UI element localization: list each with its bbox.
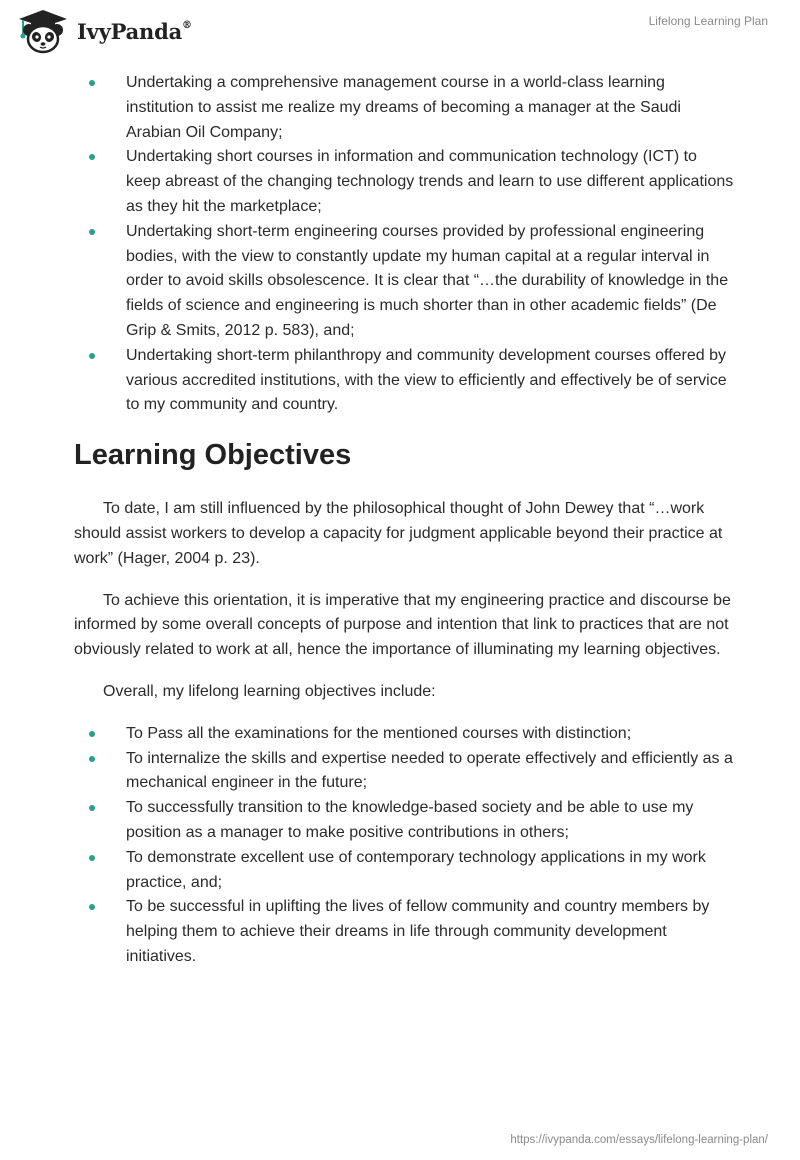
page-header [0,0,800,60]
list-item-text: Undertaking short-term philanthropy and community development courses offered by various accredited institutions, with the view to efficiently and effectively be of service to my community and country. [126,346,727,414]
list-item [74,796,734,846]
source-url[interactable]: https://ivypanda.com/essays/lifelong-learning-plan/ [510,1134,768,1146]
bullet-icon [89,805,95,811]
list-item-text: To internalize the skills and expertise needed to operate effectively and efficiently as a mechanical engineer in the future; [126,749,733,792]
list-item [74,220,734,344]
list-item [74,344,734,418]
list-item-text: To be successful in uplifting the lives of fellow community and country members by helping them to achieve their dreams in life through community development initiatives. [126,898,710,965]
objectives-list [74,722,734,970]
list-item [74,71,734,145]
list-item [74,722,734,747]
list-item-text: To demonstrate excellent use of contemporary technology applications in my work practice, and; [126,848,706,891]
ivypanda-logo[interactable] [15,8,192,54]
logo-text: IvyPanda® [77,18,192,44]
paragraph: Overall, my lifelong learning objectives include: [103,682,436,700]
bullet-icon [89,756,95,762]
bullet-icon [89,80,95,86]
list-item-text: Undertaking short-term engineering courses provided by professional engineering bodies, with the view to constantly update my human capital at a regular interval in order to avoid skills obsolescence. It is clear that “…the durability of knowledge in the fields of science and engineering is much shorter than in other academic fields” (De Grip & Smits, 2012 p. 583), and; [126,222,729,339]
list-item [74,895,734,969]
section-heading: Learning Objectives [74,439,352,472]
panda-graduate-icon [15,8,71,54]
list-item-text: To Pass all the examinations for the mentioned courses with distinction; [126,724,632,742]
bullet-icon [89,353,95,359]
list-item-text: Undertaking a comprehensive management course in a world-class learning institution to assist me realize my dreams of becoming a manager at the Saudi Arabian Oil Company; [126,74,681,141]
list-item [74,846,734,896]
list-item-text: To successfully transition to the knowledge-based society and be able to use my position as a manager to make positive contributions in others; [126,799,694,841]
bullet-icon [89,904,95,910]
list-item [74,747,734,797]
paragraph: To date, I am still influenced by the philosophical thought of John Dewey that “…work should assist workers to develop a capacity for judgment applicable beyond their practice at work” (Hager, 2004 p. 23). [74,500,723,567]
list-item [74,145,734,219]
bullet-icon [89,731,95,737]
paragraph: To achieve this orientation, it is imperative that my engineering practice and discourse be informed by some overall concepts of purpose and intention that link to practices that are not obviously related to work at all, hence the importance of illuminating my learning objectives. [74,591,731,659]
bullet-icon [89,229,95,235]
list-item-text: Undertaking short courses in information and communication technology (ICT) to keep abreast of the changing technology trends and learn to use different applications as they hit the marketplace; [126,148,734,215]
document-title: Lifelong Learning Plan [648,14,768,28]
registered-mark: ® [182,19,192,31]
essay-content [74,71,734,970]
bullet-icon [89,154,95,160]
bullet-icon [89,855,95,861]
course-list [74,71,734,418]
